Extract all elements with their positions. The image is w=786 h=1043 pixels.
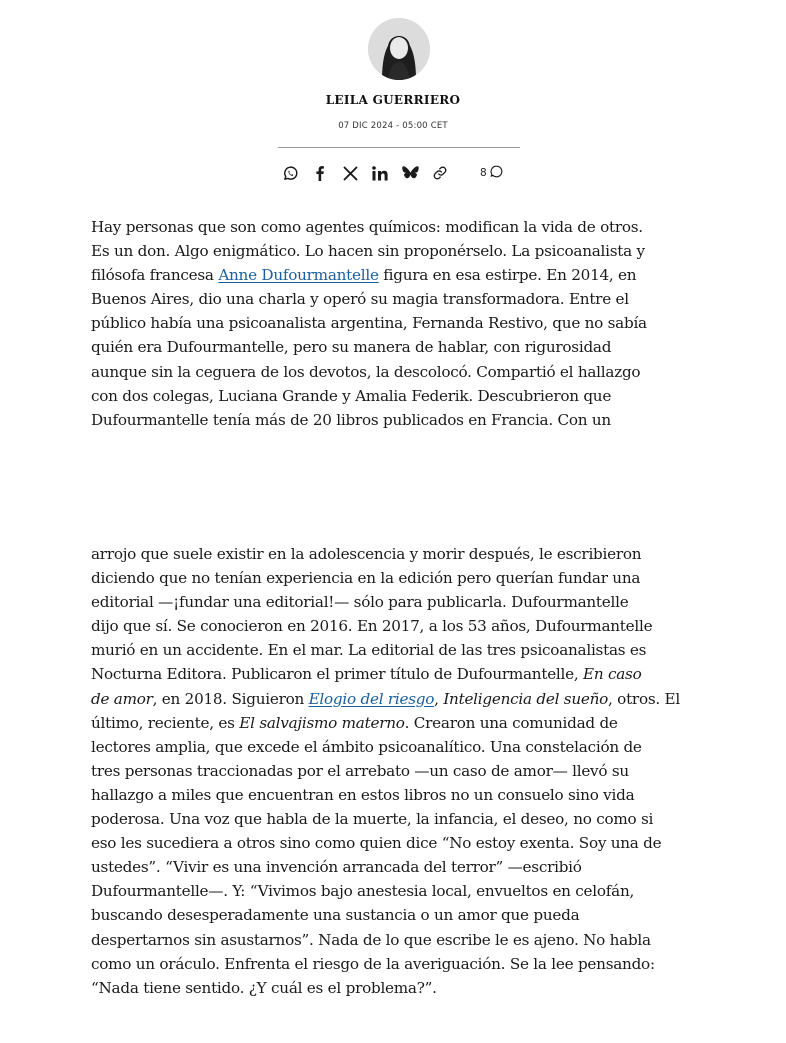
text-line: editorial —¡fundar una editorial!— sólo para publicarla. Dufourmantelle: [91, 593, 629, 612]
text-line: quién era Dufourmantelle, pero su manera de hablar, con rigurosidad: [91, 338, 612, 357]
publish-date: 07 DIC 2024 - 05:00 CET: [338, 121, 448, 131]
text-line: último, reciente, es El salvajismo materno. Crearon una comunidad de: [91, 713, 618, 732]
text-line: eso les sucediera a otros sino como quien dice “No estoy exenta. Soy una de: [91, 834, 662, 853]
text-line: ustedes”. “Vivir es una invención arrancada del terror” —escribió: [91, 858, 582, 877]
text-line: tres personas traccionadas por el arrebato —un caso de amor— llevó su: [91, 761, 629, 780]
linkedin-icon[interactable]: [369, 162, 391, 184]
text-line: como un oráculo. Enfrenta el riesgo de la averiguación. Se la lee pensando:: [91, 954, 655, 973]
facebook-icon[interactable]: [309, 162, 331, 184]
text-line: de amor, en 2018. Siguieron Elogio del riesgo, Inteligencia del sueño, otros. El: [91, 689, 680, 708]
text-line: despertarnos sin asustarnos”. Nada de lo que escribe le es ajeno. No habla: [91, 930, 651, 949]
text-line: con dos colegas, Luciana Grande y Amalia Federik. Descubrieron que: [91, 386, 612, 405]
book-title: Inteligencia del sueño: [443, 689, 609, 708]
text-line: murió en un accidente. En el mar. La editorial de las tres psicoanalistas es: [91, 641, 647, 660]
text-line: arrojo que suele existir en la adolescencia y morir después, le escribieron: [91, 545, 642, 563]
x-icon[interactable]: [339, 162, 361, 184]
text-line: filósofa francesa Anne Dufourmantelle figura en esa estirpe. En 2014, en: [91, 266, 637, 285]
anne-dufourmantelle-link[interactable]: Anne Dufourmantelle: [218, 266, 379, 285]
elogio-del-riesgo-link[interactable]: Elogio del riesgo: [308, 689, 435, 708]
text-line: poderosa. Una voz que habla de la muerte, la infancia, el deseo, no como si: [91, 810, 654, 829]
text-line: Dufourmantelle—. Y: “Vivimos bajo anestesia local, envueltos en celofán,: [91, 882, 635, 901]
book-title: de amor: [91, 689, 153, 708]
text-line: “Nada tiene sentido. ¿Y cuál es el problema?”.: [91, 978, 437, 997]
book-title: En caso: [583, 665, 642, 684]
text-line: buscando desesperadamente una sustancia o un amor que pueda: [91, 906, 580, 925]
text-line: hallazgo a miles que encuentran en estos libros no un consuelo sino vida: [91, 785, 635, 804]
text-line: aunque sin la ceguera de los devotos, la descolocó. Compartió el hallazgo: [91, 362, 641, 381]
comments-button[interactable]: [480, 163, 504, 183]
author-name[interactable]: LEILA GUERRIERO: [325, 93, 461, 107]
header-divider: [278, 147, 520, 148]
text-line: Buenos Aires, dio una charla y operó su magia transformadora. Entre el: [91, 290, 629, 309]
text-line: Dufourmantelle tenía más de 20 libros publicados en Francia. Con un: [91, 410, 611, 429]
comment-icon: [489, 164, 504, 182]
comment-count: 8: [480, 167, 487, 179]
article-paragraph-2: [91, 542, 711, 1000]
article-paragraph-1: [91, 215, 711, 432]
book-title: El salvajismo materno: [239, 713, 405, 732]
text-line: público había una psicoanalista argentina, Fernanda Restivo, que no sabía: [91, 314, 647, 333]
text-line: Es un don. Algo enigmático. Lo hacen sin proponérselo. La psicoanalista y: [91, 242, 645, 261]
text-line: Nocturna Editora. Publicaron el primer título de Dufourmantelle, En caso: [91, 665, 642, 684]
whatsapp-icon[interactable]: [279, 162, 301, 184]
text-line: lectores amplia, que excede el ámbito psicoanalítico. Una constelación de: [91, 737, 642, 756]
text-line: dijo que sí. Se conocieron en 2016. En 2017, a los 53 años, Dufourmantelle: [91, 617, 653, 636]
link-icon[interactable]: [429, 162, 451, 184]
author-avatar[interactable]: [368, 18, 430, 80]
text-line: Hay personas que son como agentes químicos: modifican la vida de otros.: [91, 218, 643, 236]
text-line: diciendo que no tenían experiencia en la edición pero querían fundar una: [91, 569, 641, 588]
bluesky-icon[interactable]: [399, 162, 421, 184]
